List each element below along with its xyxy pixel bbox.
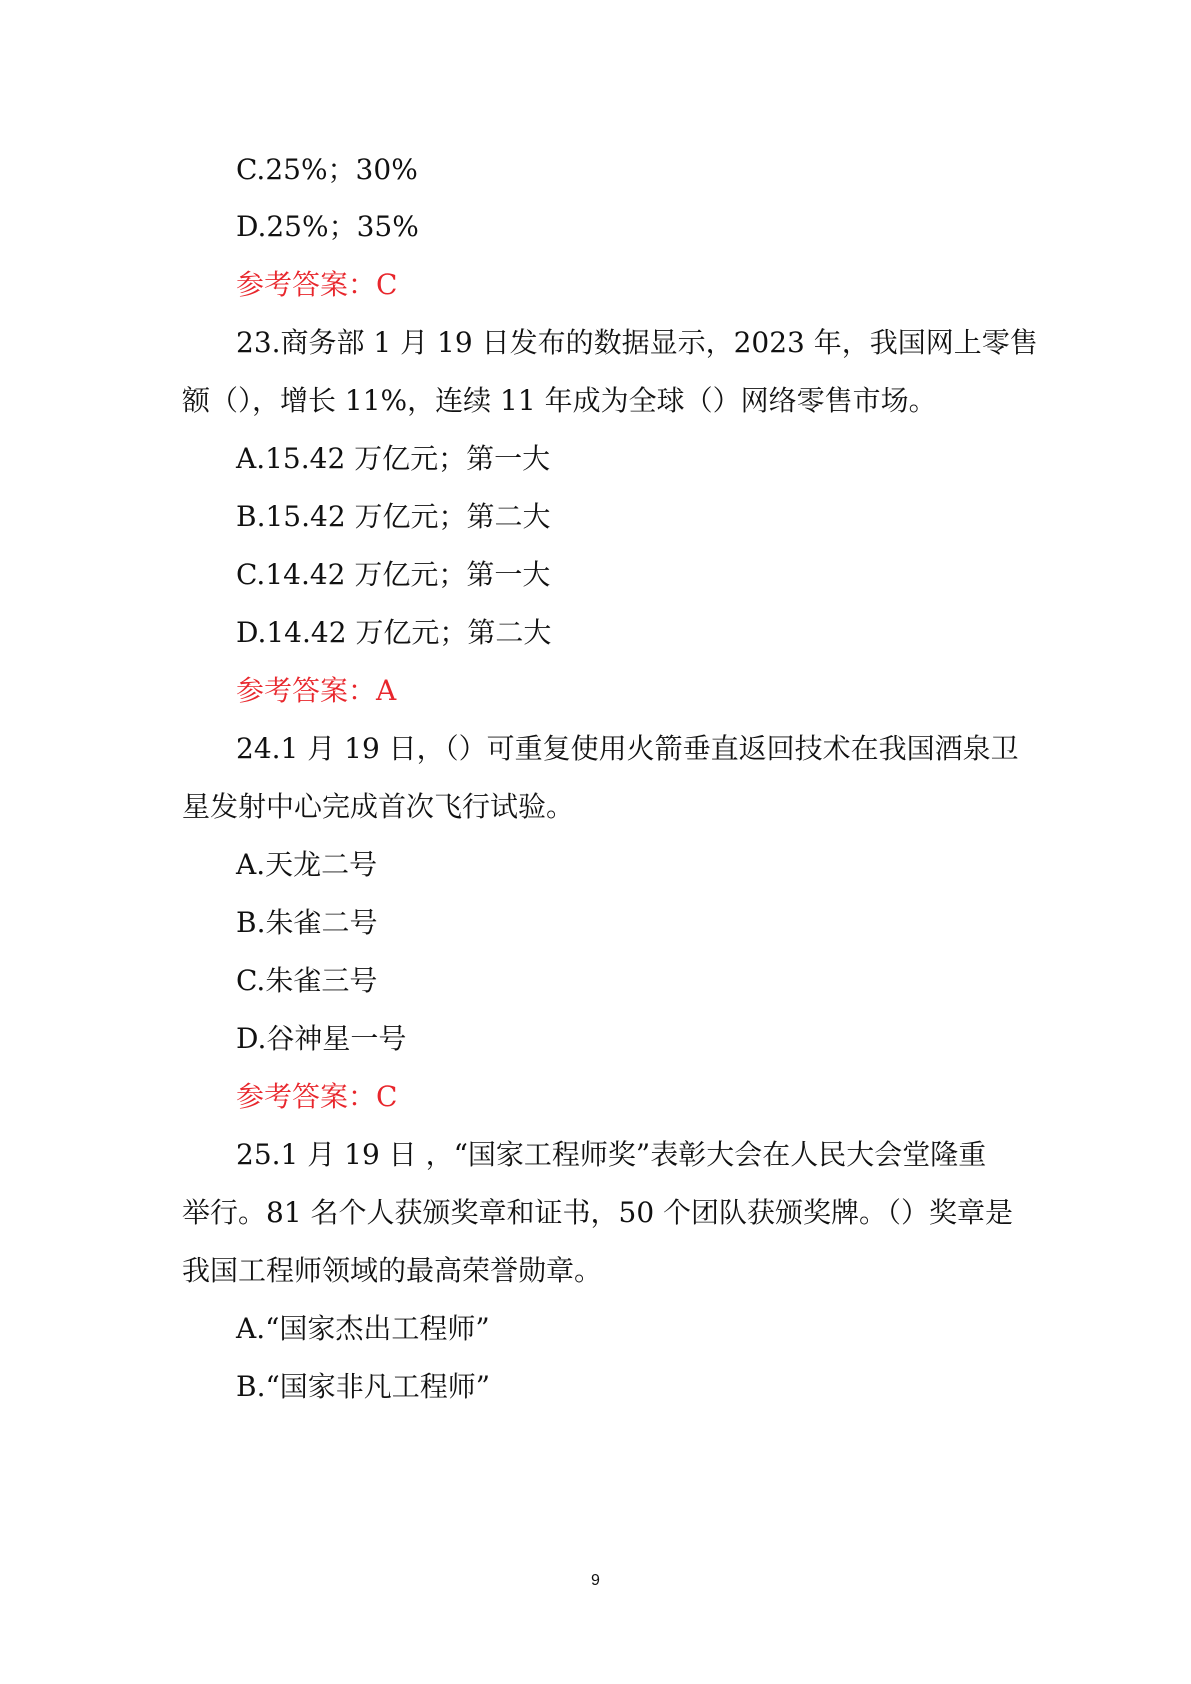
q24-text-line1: 24.1 月 19 日，（）可重复使用火箭垂直返回技术在我国酒泉卫 [236, 732, 1019, 765]
q24-option-b: B.朱雀二号 [236, 906, 378, 939]
q23-option-d: D.14.42 万亿元；第二大 [236, 616, 552, 649]
q24-option-a: A.天龙二号 [236, 848, 378, 881]
q22-option-c: C.25%；30% [236, 153, 418, 186]
q24-answer: 参考答案：C [236, 1080, 398, 1113]
q25-text-line3: 我国工程师领域的最高荣誉勋章。 [182, 1254, 603, 1287]
page-number: 9 [591, 1572, 600, 1589]
q22-option-d: D.25%；35% [236, 210, 419, 243]
q25-text-line1: 25.1 月 19 日 ，“国家工程师奖”表彰大会在人民大会堂隆重 [236, 1138, 987, 1171]
q23-option-c: C.14.42 万亿元；第一大 [236, 558, 551, 591]
q24-text-line2: 星发射中心完成首次飞行试验。 [182, 790, 575, 823]
q25-option-a: A.“国家杰出工程师” [236, 1312, 490, 1345]
q23-answer: 参考答案：A [236, 674, 397, 707]
q24-option-c: C.朱雀三号 [236, 964, 378, 997]
q23-option-a: A.15.42 万亿元；第一大 [236, 442, 551, 475]
q23-text-line2: 额（），增长 11%，连续 11 年成为全球（）网络零售市场。 [182, 384, 937, 417]
q23-text-line1: 23.商务部 1 月 19 日发布的数据显示，2023 年，我国网上零售 [236, 326, 1038, 359]
q23-option-b: B.15.42 万亿元；第二大 [236, 500, 551, 533]
q25-text-line2: 举行。81 名个人获颁奖章和证书，50 个团队获颁奖牌。（）奖章是 [182, 1196, 1014, 1229]
q25-option-b: B.“国家非凡工程师” [236, 1370, 491, 1403]
q24-option-d: D.谷神星一号 [236, 1022, 407, 1055]
q22-answer: 参考答案：C [236, 268, 398, 301]
